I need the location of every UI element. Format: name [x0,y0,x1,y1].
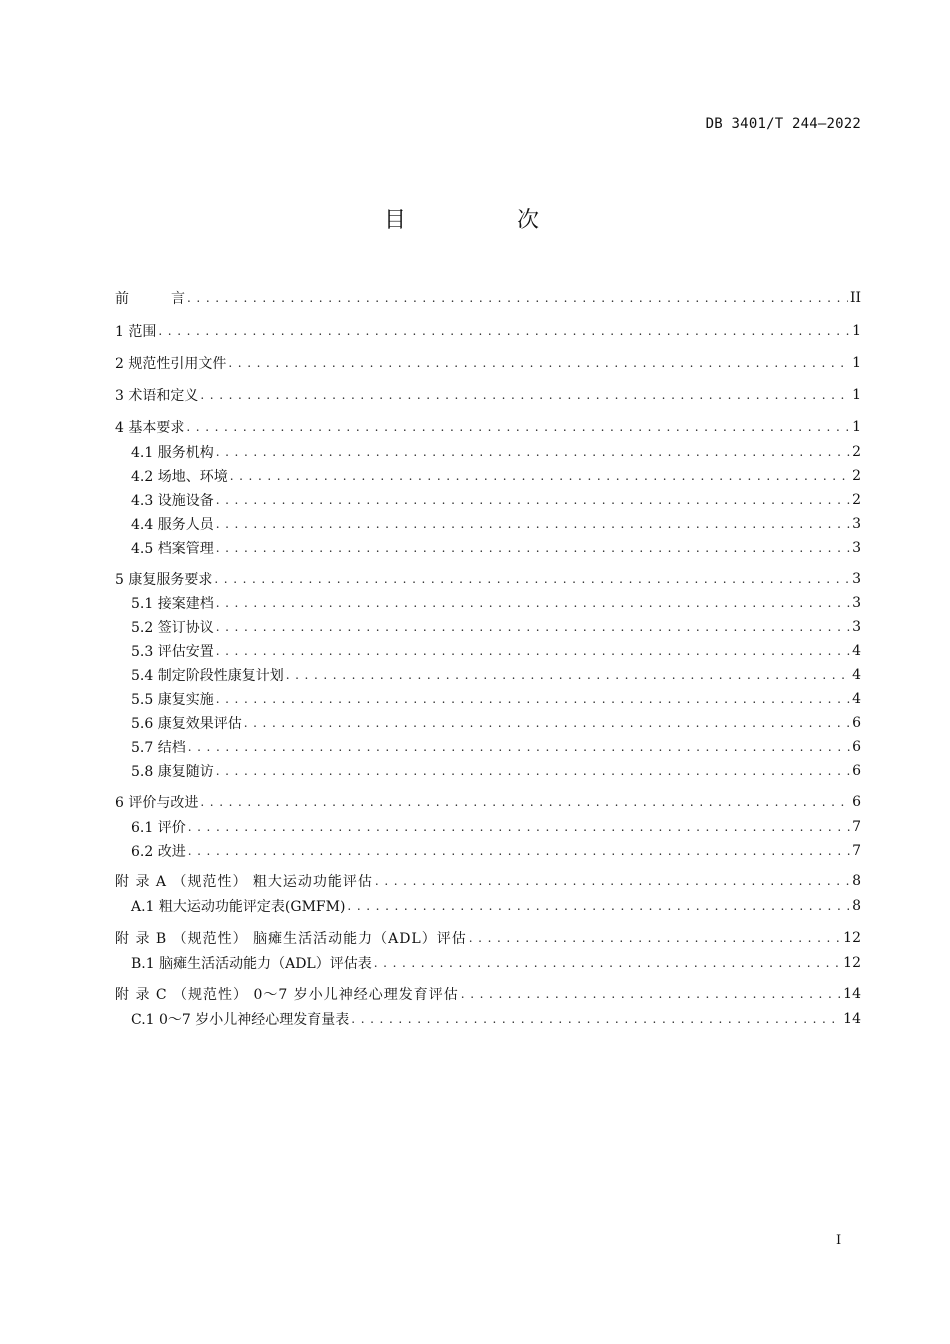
toc-subentry[interactable] [131,816,861,838]
toc-entry-page: 1 [852,387,861,403]
toc-entry-page: 6 [852,763,861,779]
toc-entry-page: 7 [852,819,861,835]
toc-subentry[interactable] [131,465,861,487]
toc-subentry[interactable] [131,688,861,710]
toc-subentry[interactable] [131,664,861,686]
toc-entry-page: 12 [843,930,861,946]
toc-entry-label: 4.5 档案管理 [131,541,214,557]
toc-entry-page: 2 [852,444,861,460]
toc-entry-label: 前 言 [115,291,185,307]
toc-entry-label: 5.8 康复随访 [131,764,214,780]
toc-entry-label: 5.2 签订协议 [131,620,214,636]
toc-leader-dots [200,791,850,813]
toc-leader-dots [214,568,850,590]
toc-subentry[interactable] [131,712,861,734]
toc-leader-dots [188,736,850,758]
toc-subentry[interactable] [131,489,861,511]
toc-entry-page: 2 [852,492,861,508]
toc-entry-label: C.1 0～7 岁小儿神经心理发育量表 [131,1012,350,1028]
toc-leader-dots [187,287,848,309]
toc-entry-page: 6 [852,715,861,731]
toc-leader-dots [244,712,850,734]
toc-entry-label: 4.3 设施设备 [131,493,214,509]
toc-entry-page: 12 [843,955,861,971]
toc-entry-label: 4 基本要求 [115,420,185,436]
toc-entry-page: 4 [852,643,861,659]
toc-entry-appendix-c[interactable] [115,983,861,1005]
toc-leader-dots [158,320,850,342]
toc-leader-dots [216,616,850,638]
standard-code: DB 3401/T 244—2022 [705,116,861,132]
toc-entry-page: 14 [843,986,861,1002]
toc-leader-dots [347,895,850,917]
page-number: I [836,1233,842,1248]
toc-entry[interactable] [115,384,861,406]
toc-entry-page: 1 [852,419,861,435]
toc-entry-label: 附 录 C （规范性） 0～7 岁小儿神经心理发育评估 [115,987,459,1003]
toc-leader-dots [351,1008,841,1030]
toc-entry-label: A.1 粗大运动功能评定表(GMFM) [131,899,346,915]
toc-entry-label: 6.2 改进 [131,844,186,860]
toc-leader-dots [216,640,850,662]
toc-entry-page: 7 [852,843,861,859]
toc-entry-page: 3 [852,595,861,611]
toc-entry-page: II [849,290,861,306]
toc-entry-label: 5.6 康复效果评估 [131,716,242,732]
toc-entry-page: 1 [852,323,861,339]
toc-entry-page: 3 [852,516,861,532]
toc-entry-label: 5.3 评估安置 [131,644,214,660]
toc-entry-label: 3 术语和定义 [115,388,199,404]
toc-entry-label: 6 评价与改进 [115,795,199,811]
toc-leader-dots [228,352,850,374]
toc-leader-dots [216,760,850,782]
toc-entry-label: 5.4 制定阶段性康复计划 [131,668,284,684]
toc-leader-dots [286,664,850,686]
toc-entry-label: 附 录 A （规范性） 粗大运动功能评估 [115,874,373,890]
toc-subentry[interactable] [131,537,861,559]
toc-entry-label: 附 录 B （规范性） 脑瘫生活活动能力（ADL）评估 [115,931,467,947]
toc-subentry[interactable] [131,895,861,917]
toc-leader-dots [230,465,850,487]
toc-entry-label: 6.1 评价 [131,820,186,836]
toc-entry-page: 8 [852,898,861,914]
toc-entry[interactable] [115,568,861,590]
toc-entry-page: 14 [843,1011,861,1027]
toc-subentry[interactable] [131,592,861,614]
toc-entry-page: 4 [852,691,861,707]
toc-entry-label: 2 规范性引用文件 [115,356,227,372]
toc-entry[interactable] [115,320,861,342]
toc-leader-dots [469,927,841,949]
toc-entry[interactable] [115,791,861,813]
toc-subentry[interactable] [131,513,861,535]
toc-leader-dots [186,416,850,438]
toc-leader-dots [216,537,850,559]
toc-leader-dots [188,816,850,838]
toc-subentry[interactable] [131,760,861,782]
toc-subentry[interactable] [131,441,861,463]
toc-entry-appendix-a[interactable] [115,870,861,892]
toc-entry-page: 6 [852,739,861,755]
page-title: 目 次 [384,208,591,233]
toc-leader-dots [200,384,850,406]
toc-leader-dots [216,513,850,535]
toc-entry-page: 3 [852,619,861,635]
toc-entry-label: 4.1 服务机构 [131,445,214,461]
toc-leader-dots [374,952,841,974]
toc-entry-page: 8 [852,873,861,889]
toc-subentry[interactable] [131,616,861,638]
toc-entry-label: 5.7 结档 [131,740,186,756]
toc-entry-label: 5 康复服务要求 [115,572,213,588]
toc-subentry[interactable] [131,952,861,974]
toc-leader-dots [216,688,850,710]
toc-subentry[interactable] [131,840,861,862]
toc-leader-dots [216,592,850,614]
toc-entry-label: 4.4 服务人员 [131,517,214,533]
toc-entry-page: 6 [852,794,861,810]
toc-subentry[interactable] [131,736,861,758]
toc-entry-page: 3 [852,571,861,587]
toc-leader-dots [375,870,850,892]
toc-leader-dots [188,840,850,862]
toc-entry-label: B.1 脑瘫生活活动能力（ADL）评估表 [131,956,372,972]
toc-entry-label: 4.2 场地、环境 [131,469,228,485]
toc-entry-page: 2 [852,468,861,484]
toc-entry-label: 1 范围 [115,324,157,340]
toc-entry-appendix-b[interactable] [115,927,861,949]
toc-entry-label: 5.1 接案建档 [131,596,214,612]
toc-leader-dots [461,983,841,1005]
toc-entry-page: 1 [852,355,861,371]
toc-entry[interactable] [115,352,861,374]
toc-entry[interactable] [115,416,861,438]
toc-leader-dots [216,441,850,463]
toc-entry-page: 3 [852,540,861,556]
toc-leader-dots [216,489,850,511]
toc-subentry[interactable] [131,1008,861,1030]
toc-entry-foreword[interactable] [115,287,861,309]
toc-subentry[interactable] [131,640,861,662]
toc-entry-page: 4 [852,667,861,683]
toc-entry-label: 5.5 康复实施 [131,692,214,708]
